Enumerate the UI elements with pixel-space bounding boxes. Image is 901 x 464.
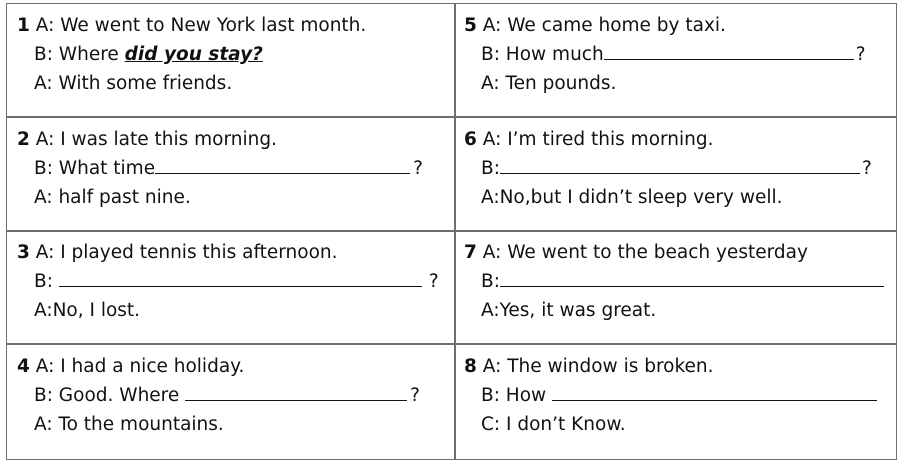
item-number: 3 — [17, 242, 30, 263]
dialogue-line-reply: A: half past nine. — [34, 187, 191, 208]
question-mark: ? — [410, 385, 420, 406]
dialogue-line-b: B: — [481, 158, 500, 179]
dialogue-item-1 — [17, 11, 366, 98]
dialogue-item-3 — [17, 238, 439, 325]
answer-blank[interactable] — [604, 42, 854, 60]
dialogue-line-reply: A: Ten pounds. — [481, 73, 617, 94]
dialogue-item-2 — [17, 125, 423, 212]
dialogue-line-a: A: I played tennis this afternoon. — [35, 242, 338, 263]
dialogue-line-reply: A: To the mountains. — [34, 414, 224, 435]
dialogue-line-reply: A:Yes, it was great. — [481, 300, 657, 321]
dialogue-line-a: A: I had a nice holiday. — [35, 356, 245, 377]
exercise-table — [6, 3, 897, 460]
dialogue-line-b: B: — [481, 271, 500, 292]
dialogue-line-reply: A:No, I lost. — [34, 300, 141, 321]
dialogue-line-a: A: I’m tired this morning. — [482, 129, 714, 150]
row-divider — [7, 230, 896, 232]
item-number: 7 — [464, 242, 477, 263]
item-number: 8 — [464, 356, 477, 377]
dialogue-line-a: A: We went to the beach yesterday — [482, 242, 808, 263]
row-divider — [7, 343, 896, 345]
answer-blank[interactable] — [500, 156, 860, 174]
dialogue-item-8 — [464, 352, 877, 439]
item-number: 2 — [17, 129, 30, 150]
answer-blank[interactable] — [155, 156, 410, 174]
dialogue-line-b: B: Good. Where — [34, 385, 186, 406]
dialogue-line-reply: A:No,but I didn’t sleep very well. — [481, 187, 783, 208]
dialogue-line-b: B: How — [481, 385, 553, 406]
question-mark: ? — [861, 158, 872, 179]
column-divider — [454, 4, 456, 459]
example-answer: did you stay? — [124, 44, 263, 65]
dialogue-line-a: A: The window is broken. — [482, 356, 714, 377]
dialogue-line-reply: A: With some friends. — [34, 73, 233, 94]
question-mark: ? — [413, 158, 423, 179]
dialogue-item-7 — [464, 238, 884, 325]
dialogue-line-b: B: Where — [34, 44, 125, 65]
dialogue-line-a: A: I was late this morning. — [35, 129, 277, 150]
answer-blank[interactable] — [552, 383, 877, 401]
question-mark: ? — [428, 271, 439, 292]
dialogue-item-6 — [464, 125, 872, 212]
row-divider — [7, 116, 896, 118]
dialogue-line-b: B: — [34, 271, 59, 292]
dialogue-line-a: A: We went to New York last month. — [35, 15, 367, 36]
dialogue-line-b: B: How much — [481, 44, 604, 65]
dialogue-line-reply: C: I don’t Know. — [481, 414, 626, 435]
answer-blank[interactable] — [59, 269, 422, 287]
question-mark: ? — [855, 44, 866, 65]
answer-blank[interactable] — [500, 269, 884, 287]
dialogue-line-a: A: We came home by taxi. — [482, 15, 726, 36]
item-number: 1 — [17, 15, 30, 36]
item-number: 6 — [464, 129, 477, 150]
item-number: 4 — [17, 356, 30, 377]
dialogue-item-5 — [464, 11, 866, 98]
answer-blank[interactable] — [185, 383, 407, 401]
dialogue-line-b: B: What time — [34, 158, 156, 179]
dialogue-item-4 — [17, 352, 420, 439]
item-number: 5 — [464, 15, 477, 36]
